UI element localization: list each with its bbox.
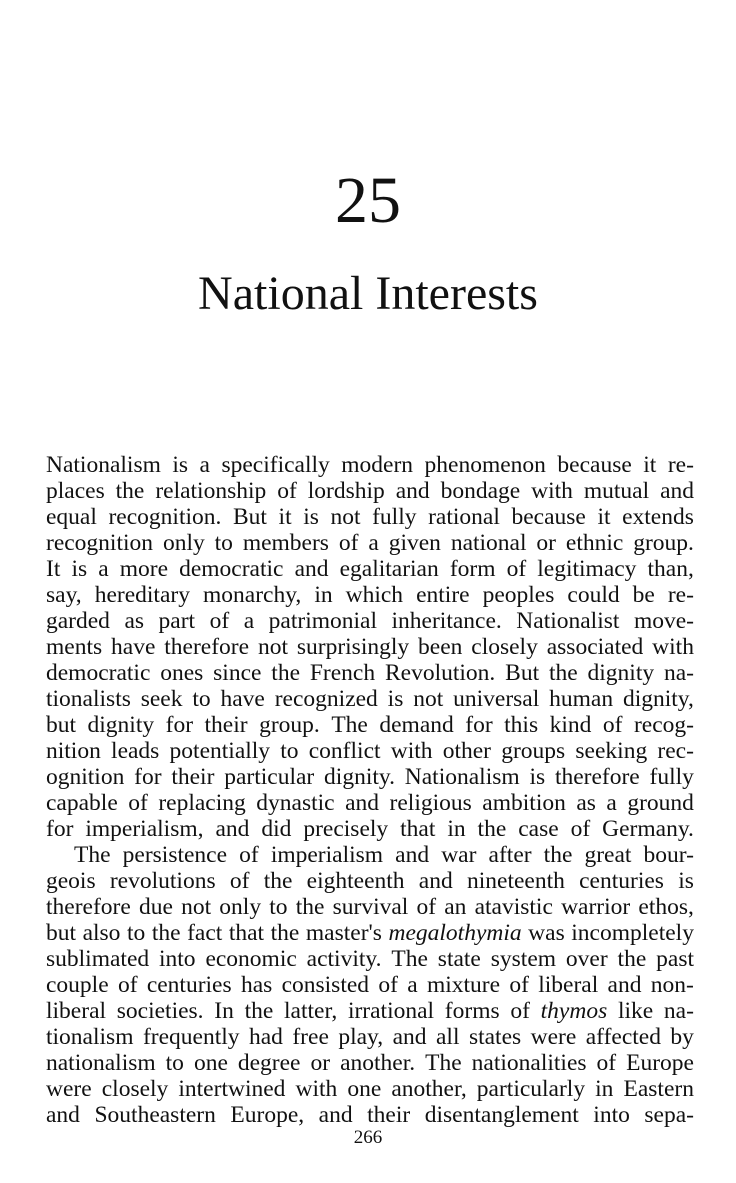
word: because	[511, 504, 586, 530]
word: economic	[205, 946, 297, 972]
word: bour-	[643, 842, 694, 868]
word: say,	[46, 582, 82, 608]
word: sublimated	[46, 946, 150, 972]
word: of	[338, 530, 359, 556]
word: mutual	[583, 478, 650, 504]
word: patrimonial	[268, 608, 377, 634]
word: with	[390, 738, 433, 764]
word: legitimacy	[537, 556, 637, 582]
word: nition	[46, 738, 101, 764]
text-line	[46, 998, 694, 1024]
word: revolutions	[109, 868, 216, 894]
word: due	[138, 894, 173, 920]
word: forms	[444, 998, 500, 1024]
text-line	[46, 946, 694, 972]
word: replacing	[158, 790, 246, 816]
word: fact	[187, 920, 223, 946]
word: also	[82, 920, 121, 946]
word: their	[204, 712, 248, 738]
word: places	[46, 478, 105, 504]
word: Eastern	[623, 1076, 694, 1102]
chapter-title: National Interests	[198, 267, 538, 320]
word: liberal	[538, 972, 599, 998]
word: bondage	[440, 478, 521, 504]
text-line	[46, 920, 694, 946]
word: conflict	[308, 738, 381, 764]
word: has	[240, 972, 273, 998]
word: of	[602, 712, 623, 738]
word: ground	[627, 790, 694, 816]
word: to	[214, 530, 233, 556]
word: democratic	[179, 556, 284, 582]
word: frequently	[142, 1024, 240, 1050]
word: re-	[667, 582, 694, 608]
word: the	[115, 478, 145, 504]
word: one	[347, 1076, 382, 1102]
text-line	[46, 660, 694, 686]
word: and	[318, 1102, 353, 1128]
word: by	[670, 1024, 694, 1050]
word: of	[416, 894, 437, 920]
word: the	[151, 920, 181, 946]
word: in	[447, 816, 466, 842]
word: and	[395, 478, 430, 504]
word: ments	[46, 634, 103, 660]
text-line	[46, 738, 694, 764]
word: case	[518, 816, 559, 842]
text-line	[46, 1076, 694, 1102]
word: recognized	[274, 686, 378, 712]
word: have	[220, 686, 265, 712]
word: dignity	[87, 712, 155, 738]
word: an	[444, 894, 467, 920]
word: incompletely	[571, 920, 694, 946]
word: disentanglement	[424, 1102, 579, 1128]
word: form	[449, 556, 496, 582]
word: only	[219, 894, 262, 920]
word: of	[128, 790, 148, 816]
word: French	[309, 660, 376, 686]
word: rec-	[657, 738, 694, 764]
text-line	[46, 842, 694, 868]
word: group.	[259, 712, 320, 738]
word: had	[248, 1024, 283, 1050]
word: play,	[338, 1024, 384, 1050]
word: na-	[663, 998, 694, 1024]
word: part	[158, 608, 196, 634]
word: be	[632, 582, 655, 608]
text-line	[46, 504, 694, 530]
word: a	[98, 556, 109, 582]
text-line	[46, 816, 694, 842]
word: that	[400, 816, 436, 842]
chapter-number: 25	[335, 164, 401, 237]
word: Nationalism	[46, 452, 161, 478]
text-line	[46, 686, 694, 712]
word: for	[134, 764, 162, 790]
word: therefore	[554, 764, 640, 790]
word: egalitarian	[339, 556, 439, 582]
word: the	[477, 816, 507, 842]
word: liberal	[46, 998, 107, 1024]
word: human	[549, 686, 614, 712]
word: precisely	[303, 816, 389, 842]
word: into	[159, 946, 196, 972]
word: is	[303, 504, 319, 530]
word: democratic	[46, 660, 151, 686]
word: for	[46, 816, 74, 842]
word: of	[378, 972, 398, 998]
word: closely	[101, 1076, 169, 1102]
word: relationship	[155, 478, 267, 504]
word: groups	[501, 738, 566, 764]
word: Germany.	[602, 816, 694, 842]
word: of	[229, 868, 250, 894]
word: therefore	[46, 894, 131, 920]
word: of	[117, 972, 138, 998]
word: ognition	[46, 764, 125, 790]
word: Southeastern	[94, 1102, 216, 1128]
word: with	[295, 1076, 338, 1102]
word: because	[557, 452, 632, 478]
word: particularly	[476, 1076, 586, 1102]
text-line	[46, 868, 694, 894]
word: the	[548, 660, 578, 686]
italic-word: thymos	[540, 998, 608, 1024]
word: and	[607, 972, 642, 998]
word: affected	[585, 1024, 661, 1050]
word: a	[243, 608, 255, 634]
word: rational	[428, 504, 500, 530]
word: dignity.	[324, 764, 395, 790]
italic-word: megalothymia	[388, 920, 522, 946]
word: particular	[224, 764, 315, 790]
word: a	[606, 790, 617, 816]
word: not	[413, 686, 444, 712]
word: But	[505, 660, 540, 686]
word: of	[596, 1050, 617, 1076]
word: move-	[633, 608, 694, 634]
word: into	[593, 1102, 630, 1128]
word: irrational	[347, 998, 435, 1024]
word: more	[119, 556, 169, 582]
word: atavistic	[474, 894, 553, 920]
word: the	[263, 868, 293, 894]
word: not	[330, 504, 361, 530]
word: it	[278, 504, 292, 530]
word: state	[437, 946, 481, 972]
word: of	[509, 972, 529, 998]
word: Nationalist	[516, 608, 620, 634]
word: garded	[46, 608, 110, 634]
word: and	[46, 1102, 80, 1128]
word: tionalists	[46, 686, 131, 712]
word: Europe,	[230, 1102, 305, 1128]
word: to	[126, 920, 146, 946]
word: equal	[46, 504, 97, 530]
word: extends	[622, 504, 694, 530]
word: given	[388, 530, 441, 556]
word: monarchy,	[202, 582, 302, 608]
word: seek	[140, 686, 183, 712]
word: ethos,	[638, 894, 694, 920]
word: it	[643, 452, 657, 478]
word: in	[595, 1076, 614, 1102]
word: and	[392, 1024, 427, 1050]
word: since	[213, 660, 262, 686]
word: The	[74, 842, 111, 868]
text-line	[46, 764, 694, 790]
word: recognition.	[108, 504, 222, 530]
word: another.	[340, 1050, 416, 1076]
word: great	[584, 842, 632, 868]
word: na-	[663, 660, 694, 686]
word: is	[387, 686, 404, 712]
word: in	[314, 582, 333, 608]
word: or	[536, 530, 556, 556]
word: the	[295, 894, 325, 920]
word: of	[277, 478, 297, 504]
word: one	[193, 1050, 228, 1076]
word: fully	[649, 764, 694, 790]
word: is	[678, 868, 694, 894]
word: which	[345, 582, 404, 608]
word: But	[232, 504, 267, 530]
word: sepa-	[644, 1102, 694, 1128]
word: like	[617, 998, 654, 1024]
word: and	[294, 556, 329, 582]
word: is	[71, 556, 88, 582]
word: were	[46, 1076, 92, 1102]
word: with	[531, 478, 573, 504]
page-number: 266	[353, 1127, 383, 1148]
word: their	[367, 1102, 411, 1128]
word: nationalities	[471, 1050, 587, 1076]
word: dignity,	[622, 686, 694, 712]
word: or	[310, 1050, 331, 1076]
word: capable	[46, 790, 118, 816]
word: were	[530, 1024, 577, 1050]
word: than,	[647, 556, 694, 582]
word: and	[345, 790, 380, 816]
word: It	[46, 556, 61, 582]
word: to	[280, 738, 299, 764]
word: other	[442, 738, 492, 764]
word: centuries	[579, 868, 664, 894]
word: with	[652, 634, 694, 660]
word: of	[239, 842, 259, 868]
word: their	[171, 764, 215, 790]
word: re-	[667, 452, 694, 478]
word: nationalism	[46, 1050, 156, 1076]
word: could	[567, 582, 620, 608]
word: as	[124, 608, 145, 634]
word: societies.	[116, 998, 204, 1024]
word: closely	[471, 634, 538, 660]
word: Revolution.	[384, 660, 496, 686]
word: fully	[372, 504, 417, 530]
word: did	[261, 816, 292, 842]
text-line	[46, 582, 694, 608]
word: free	[292, 1024, 329, 1050]
text-line	[46, 1024, 694, 1050]
word: lordship	[307, 478, 385, 504]
word: leads	[111, 738, 160, 764]
word: universal	[453, 686, 540, 712]
word: Nationalism	[404, 764, 520, 790]
word: dynastic	[256, 790, 335, 816]
word: states	[468, 1024, 522, 1050]
word: not	[257, 634, 288, 660]
word: the	[543, 842, 573, 868]
word: consisted	[281, 972, 370, 998]
text-line	[46, 452, 694, 478]
word: war	[441, 842, 477, 868]
text-line	[46, 530, 694, 556]
word: entire	[416, 582, 470, 608]
word: The	[425, 1050, 462, 1076]
word: system	[490, 946, 557, 972]
text-line	[46, 972, 694, 998]
text-line	[46, 712, 694, 738]
word: imperialism,	[85, 816, 204, 842]
text-line	[46, 478, 694, 504]
word: therefore	[164, 634, 250, 660]
word: is	[172, 452, 189, 478]
word: dignity	[587, 660, 655, 686]
word: Europe	[626, 1050, 694, 1076]
word: nineteenth	[466, 868, 565, 894]
word: kind	[549, 712, 592, 738]
word: religious	[389, 790, 472, 816]
word: mixture	[426, 972, 501, 998]
body-text	[46, 452, 694, 1128]
word: another,	[391, 1076, 467, 1102]
text-line	[46, 608, 694, 634]
word: associated	[546, 634, 644, 660]
word: a	[199, 452, 210, 478]
word: inheritance.	[391, 608, 502, 634]
word: the	[270, 920, 300, 946]
word: the	[271, 660, 301, 686]
word: over	[565, 946, 608, 972]
word: members	[242, 530, 329, 556]
word: phenomenon	[424, 452, 546, 478]
word: this	[504, 712, 539, 738]
word: past	[656, 946, 694, 972]
word: was	[528, 920, 565, 946]
word: all	[435, 1024, 460, 1050]
word: non-	[650, 972, 694, 998]
word: the	[617, 946, 647, 972]
word: The	[391, 946, 428, 972]
text-line	[46, 556, 694, 582]
word: The	[331, 712, 368, 738]
word: modern	[341, 452, 414, 478]
word: recog-	[633, 712, 694, 738]
word: potentially	[169, 738, 271, 764]
word: specifically	[221, 452, 330, 478]
word: activity.	[306, 946, 382, 972]
word: of	[209, 608, 230, 634]
word: ambition	[482, 790, 566, 816]
word: of	[506, 556, 527, 582]
word: In	[214, 998, 234, 1024]
text-line	[46, 1102, 694, 1128]
word: to	[269, 894, 288, 920]
word: as	[576, 790, 596, 816]
word: eighteenth	[306, 868, 405, 894]
word: only	[162, 530, 205, 556]
word: intertwined	[178, 1076, 286, 1102]
word: survival	[332, 894, 409, 920]
text-line	[46, 634, 694, 660]
word: to	[192, 686, 211, 712]
word: is	[529, 764, 546, 790]
word: and	[395, 842, 430, 868]
word: been	[418, 634, 463, 660]
word: group.	[633, 530, 694, 556]
word: tionalism	[46, 1024, 134, 1050]
word: it	[597, 504, 611, 530]
word: recognition	[46, 530, 154, 556]
word: to	[165, 1050, 184, 1076]
word: but	[46, 920, 77, 946]
word: a	[368, 530, 379, 556]
word: ethnic	[565, 530, 624, 556]
word: couple	[46, 972, 109, 998]
word: master's	[305, 920, 382, 946]
word: for	[465, 712, 493, 738]
word: seeking	[575, 738, 648, 764]
word: have	[111, 634, 156, 660]
word: demand	[379, 712, 454, 738]
word: geois	[46, 868, 96, 894]
word: that	[228, 920, 265, 946]
word: latter,	[284, 998, 338, 1024]
word: and	[660, 478, 694, 504]
word: national	[450, 530, 527, 556]
word: of	[570, 816, 591, 842]
word: surprisingly	[296, 634, 410, 660]
word: persistence	[122, 842, 228, 868]
text-line	[46, 1050, 694, 1076]
word: degree	[237, 1050, 301, 1076]
word: hereditary	[94, 582, 190, 608]
word: after	[488, 842, 532, 868]
word: a	[407, 972, 418, 998]
word: imperialism	[270, 842, 384, 868]
word: but	[46, 712, 77, 738]
word: of	[510, 998, 530, 1024]
text-line	[46, 894, 694, 920]
word: peoples	[482, 582, 555, 608]
text-line	[46, 790, 694, 816]
word: centuries	[146, 972, 232, 998]
word: not	[181, 894, 212, 920]
word: the	[244, 998, 274, 1024]
word: and	[418, 868, 453, 894]
word: for	[165, 712, 194, 738]
word: warrior	[561, 894, 631, 920]
word: and	[215, 816, 250, 842]
word: ones	[160, 660, 204, 686]
